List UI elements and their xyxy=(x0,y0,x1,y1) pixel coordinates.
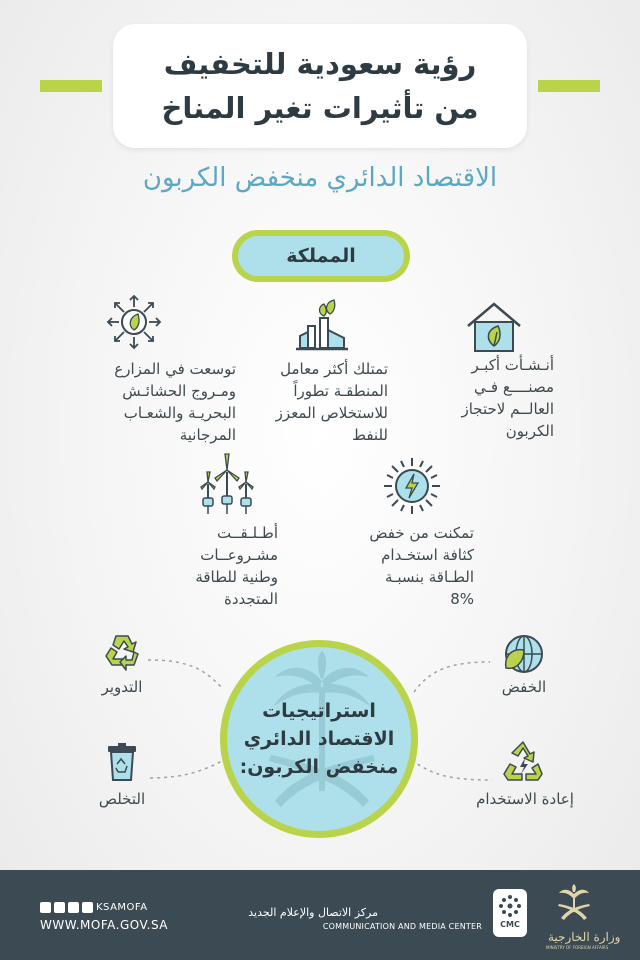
globe-leaf-icon xyxy=(502,632,546,676)
cmc-abbr: CMC xyxy=(500,920,520,929)
achievement-1-text: أنـشـأت أكبـر مصنــــع فـي العالــم لاحتجاز الكربون xyxy=(461,356,554,440)
ministry-emblem xyxy=(556,884,592,926)
twitter-icon[interactable] xyxy=(82,902,93,913)
ministry-name-en: MINISTRY OF FOREIGN AFFAIRS xyxy=(546,945,609,950)
page-subtitle: الاقتصاد الدائري منخفض الكربون xyxy=(142,163,498,193)
ministry-name-ar: وزارة الخارجية xyxy=(548,930,621,944)
youtube-icon[interactable] xyxy=(40,902,51,913)
achievement-5-text: أطـلـقــت مشـروعــات وطنية للطاقة المتجددة xyxy=(195,524,278,608)
achievement-4-text: تمكنت من خفض كثافة استخـدام الطـاقة بنسبـة 8% xyxy=(369,524,474,608)
strategy-dispose: التخلص xyxy=(98,790,146,808)
page-title-line-1: رؤية سعودية للتخفيف xyxy=(163,47,477,81)
social-handle: KSAMOFA xyxy=(96,902,148,913)
strategies-circle xyxy=(220,640,418,838)
section-label: المملكة xyxy=(238,236,404,276)
strategy-reuse: إعادة الاستخدام xyxy=(476,790,574,808)
achievement-3-text: توسعت في المزارع ومـروج الحشائـش البحريـة والشعـاب المرجانية xyxy=(114,360,236,444)
strategies-title: استراتيجيات الاقتصاد الدائري منخفض الكربون: xyxy=(239,700,399,778)
website-link[interactable]: WWW.MOFA.GOV.SA xyxy=(40,918,169,932)
cmc-logo xyxy=(492,888,528,942)
strategies-circle-inner xyxy=(227,647,411,831)
page-title-line-2: من تأثيرات تغير المناخ xyxy=(161,91,479,125)
strategy-recycle: التدوير xyxy=(101,678,143,696)
recycle-bin-icon xyxy=(104,742,140,782)
achievement-2-text: تمتلك أكثر معامل المنطقـة تطوراً للاستخلاص المعزز للنفط xyxy=(275,360,388,444)
reuse-triangle-icon xyxy=(500,740,546,782)
media-center-name-en: COMMUNICATION AND MEDIA CENTER xyxy=(322,922,482,931)
social-links xyxy=(40,902,148,913)
media-center-name-ar: مركز الاتصال والإعلام الجديد xyxy=(248,906,378,919)
strategy-reduce: الخفض xyxy=(501,678,547,696)
facebook-icon[interactable] xyxy=(54,902,65,913)
footer xyxy=(0,870,640,960)
instagram-icon[interactable] xyxy=(68,902,79,913)
recycle-icon xyxy=(100,632,144,672)
